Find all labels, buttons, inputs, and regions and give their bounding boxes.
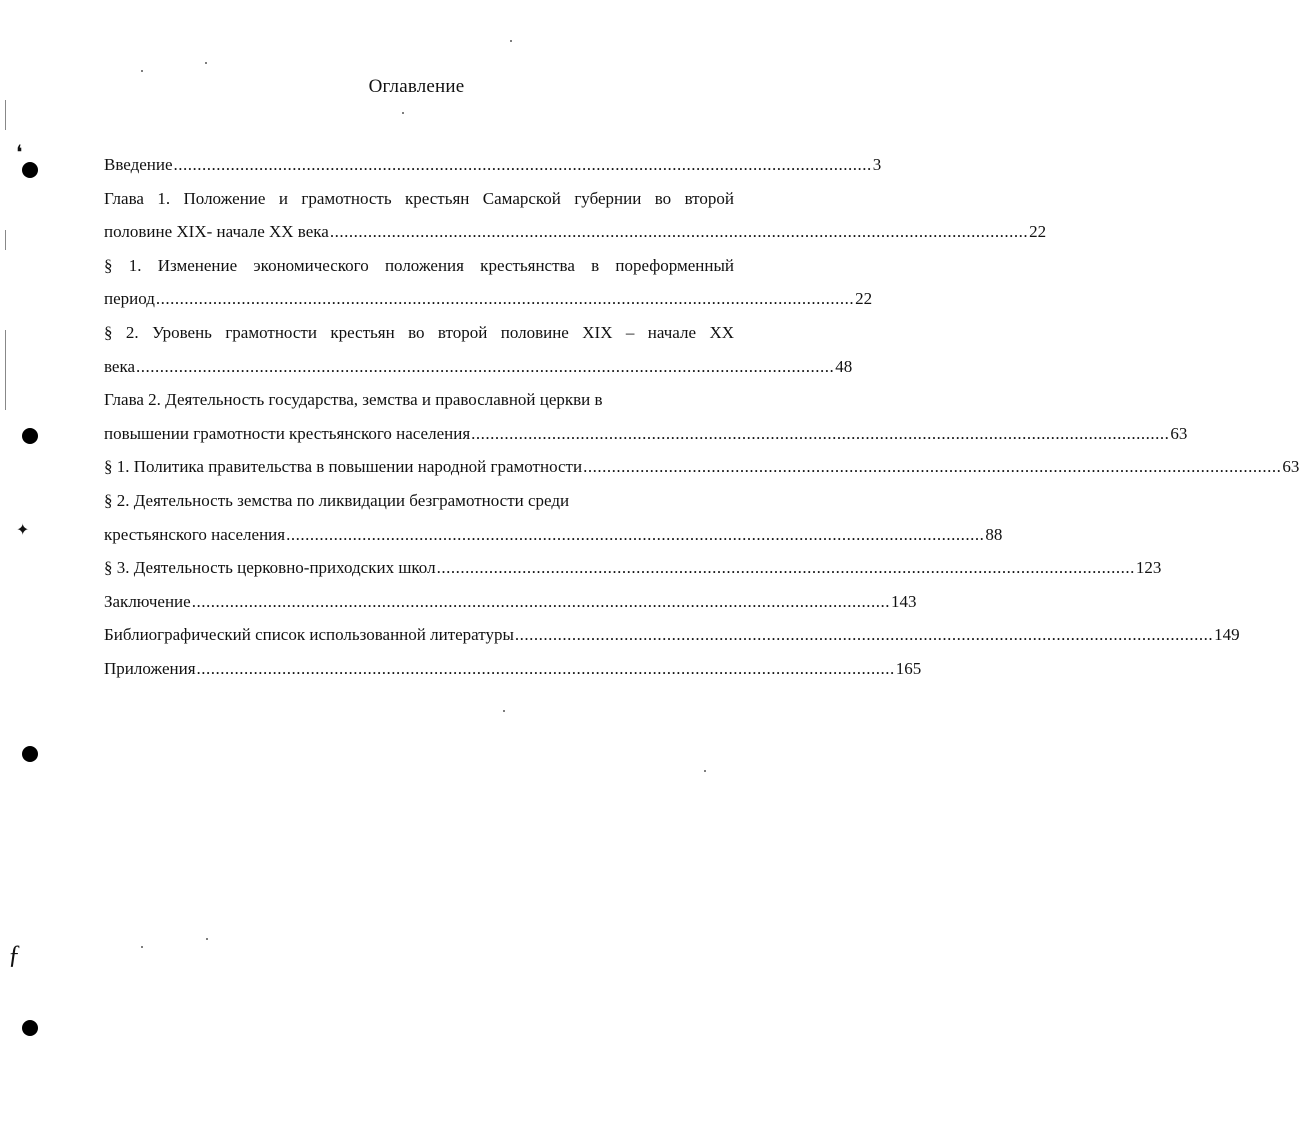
scan-speck — [402, 112, 404, 114]
toc-entry-label: Библиографический список использованной литературы — [104, 625, 514, 645]
toc-entry-section-2-2 — [104, 518, 1003, 552]
toc-entry-label: Приложения — [104, 658, 196, 678]
toc-entry-appendix — [104, 652, 922, 686]
scan-speck — [205, 62, 207, 64]
toc-entry-label: крестьянского населения — [104, 524, 286, 544]
toc-page-number: 22 — [1029, 222, 1047, 242]
punch-hole — [22, 1020, 38, 1036]
scan-speck — [503, 710, 505, 712]
binder-edge-mark — [5, 330, 6, 410]
toc-leader-dots: ................................................................................................................................................... — [286, 524, 985, 544]
toc-page-number: 149 — [1214, 625, 1240, 645]
toc-page-number: 143 — [890, 591, 917, 611]
toc-entry-label: Заключение — [104, 591, 191, 611]
toc-page-number: 22 — [855, 289, 873, 309]
toc-entry-label: половине XIX- начале XX века — [104, 222, 329, 242]
toc-entry-section-2-2-line-1 — [104, 484, 734, 518]
toc-entry-section-1-1 — [104, 282, 873, 316]
scan-speck — [141, 946, 143, 948]
toc-leader-dots: ................................................................................................................................................... — [583, 457, 1282, 477]
toc-page-number: 63 — [1282, 457, 1299, 477]
scan-mark: ƒ — [8, 940, 21, 969]
toc-entry-label: Введение — [104, 155, 173, 174]
toc-entry-label: § 2. Деятельность земства по ликвидации безграмотности среди — [104, 490, 570, 510]
toc-entry-section-2-1 — [104, 450, 1299, 484]
toc-entry-chapter-2-line-1 — [104, 383, 734, 417]
toc-entry-label: Глава 2. Деятельность государства, земства и православной церкви в — [104, 390, 603, 410]
toc-page-number: 63 — [1170, 423, 1188, 443]
toc-entry-label: повышении грамотности крестьянского населения — [104, 423, 471, 443]
scan-mark: ✦ — [16, 522, 30, 539]
toc-leader-dots: ................................................................................................................................................... — [471, 423, 1170, 443]
toc-page-number: 123 — [1135, 558, 1162, 578]
toc-entry-label: § 3. Деятельность церковно-приходских школ — [104, 558, 436, 578]
toc-leader-dots: ................................................................................................................................................... — [436, 558, 1135, 578]
binder-edge-mark — [5, 100, 6, 130]
toc-entry-section-2-3 — [104, 551, 1162, 585]
toc-entry-section-1-2-line-1: § 2. Уровень грамотности крестьян во второй половине XIX – начале XX — [104, 322, 734, 342]
toc-leader-dots: ................................................................................................................................................... — [173, 155, 872, 174]
toc-page-number: 48 — [835, 356, 853, 376]
toc-entry-section-1-1-line-1: § 1. Изменение экономического положения крестьянства в пореформенный — [104, 255, 734, 275]
toc-entry-section-1-2 — [104, 350, 853, 384]
toc-entry-conclusion — [104, 585, 917, 619]
scan-speck — [510, 40, 512, 42]
toc-entry-label: века — [104, 356, 136, 376]
toc-entry-chapter-2 — [104, 417, 1188, 451]
punch-hole — [22, 428, 38, 444]
toc-entry-bibliography — [104, 618, 1240, 652]
toc-leader-dots: ................................................................................................................................................... — [514, 625, 1214, 645]
punch-hole — [22, 746, 38, 762]
binder-edge-mark — [5, 230, 6, 250]
scan-speck — [141, 70, 143, 72]
toc-page-number: 165 — [895, 658, 922, 678]
toc-leader-dots: ................................................................................................................................................... — [136, 356, 835, 376]
toc-entry-chapter-1 — [104, 215, 1047, 249]
toc-leader-dots: ................................................................................................................................................... — [329, 222, 1029, 242]
toc-page-number: 88 — [985, 524, 1003, 544]
toc-leader-dots: ................................................................................................................................................... — [196, 658, 895, 678]
scan-speck — [206, 938, 208, 940]
punch-hole — [22, 162, 38, 178]
table-of-contents — [104, 148, 1299, 686]
scan-mark: ❛ — [16, 142, 23, 164]
toc-leader-dots: ................................................................................................................................................... — [191, 591, 890, 611]
toc-entry-label: § 1. Политика правительства в повышении народной грамотности — [104, 457, 583, 477]
toc-leader-dots: ................................................................................................................................................... — [155, 289, 855, 309]
toc-entry-introduction — [104, 148, 882, 182]
toc-entry-chapter-1-line-1: Глава 1. Положение и грамотность крестьян Самарской губернии во второй — [104, 188, 734, 208]
toc-page-number: 3 — [872, 155, 882, 174]
page-title: Оглавление — [368, 76, 465, 97]
toc-entry-label: период — [104, 289, 155, 309]
scan-speck — [704, 770, 706, 772]
